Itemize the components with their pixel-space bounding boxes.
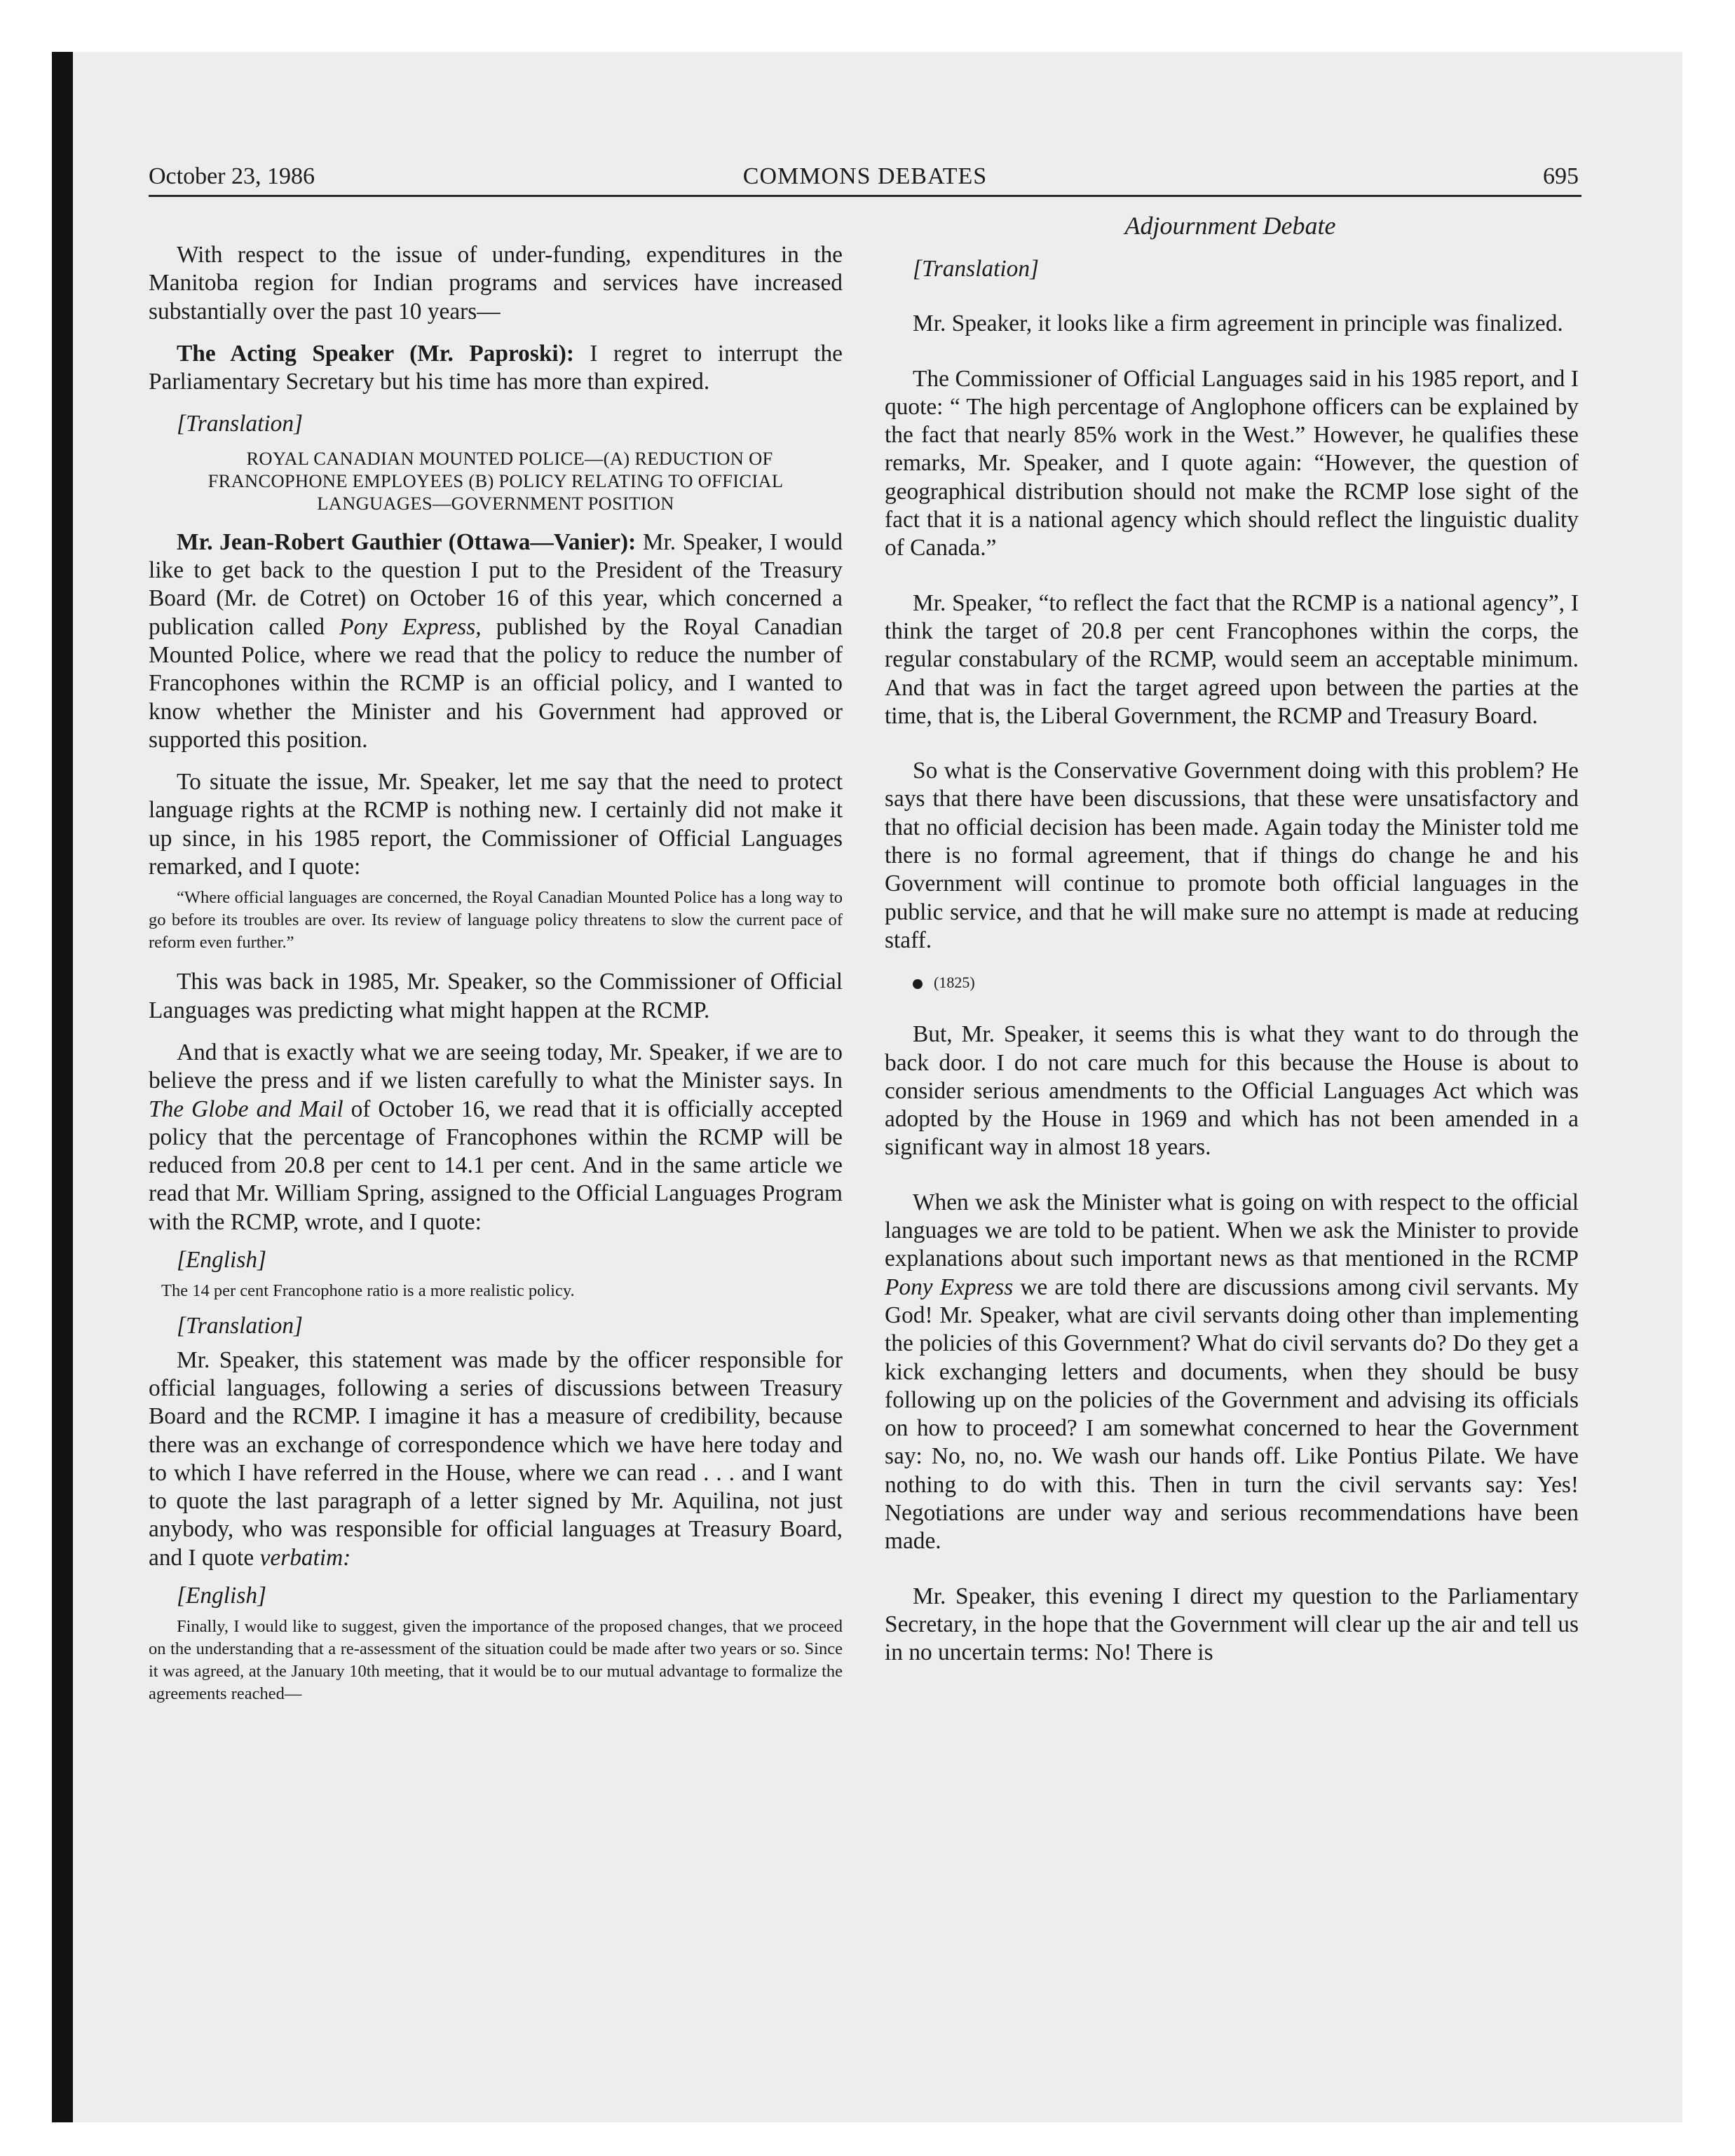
page-number: 695	[1543, 163, 1579, 189]
paragraph-text: When we ask the Minister what is going on with respect to the official languages we are told to be patient. When we ask the Minister to provide explanations about such important news as that mentioned in the RCMP	[885, 1189, 1579, 1272]
english-tag: [English]	[177, 1247, 267, 1274]
page-header	[149, 158, 1581, 197]
translation-tag: [Translation]	[913, 256, 1040, 282]
newspaper-name: The Globe and Mail	[149, 1096, 343, 1122]
paragraph	[149, 1346, 843, 1572]
bullet-dot-icon	[913, 979, 923, 989]
paragraph-text: published by the Royal Canadian Mounted Police, where we read that the policy to reduce the number of Francophones within the RCMP is an official policy, and I wanted to know whether the Minister and his Government had approved or supported this position.	[149, 613, 843, 753]
paragraph-text: we are told there are discussions among civil servants. My God! Mr. Speaker, what are civil servants doing other than implementing the policies of this Government? What do civil servants do? Do they get a kick exchanging letters and documents, when they should be busy following up on the policies of the Government and advising its officials on how to proceed? I am somewhat concerned to hear the Government say: No, no, no. We wash our hands off. Like Pontius Pilate. We have nothing to do with this. Then in turn the civil servants say: Yes! Negotiations are under way and serious recommendations have been made.	[885, 1274, 1579, 1555]
translation-tag: [Translation]	[177, 1313, 304, 1339]
block-quote: The 14 per cent Francophone ratio is a more realistic policy.	[161, 1281, 575, 1301]
translation-tag: [Translation]	[177, 411, 304, 437]
header-date: October 23, 1986	[149, 163, 315, 189]
paragraph: To situate the issue, Mr. Speaker, let me say that the need to protect language rights at the RCMP is nothing new. I certainly did not make it up since, in his 1985 report, the Commissioner of Official Languages remarked, and I quote:	[149, 769, 843, 880]
paragraph	[885, 1189, 1579, 1556]
header-title: COMMONS DEBATES	[742, 163, 988, 189]
paragraph-text: Mr. Speaker, I would like to get back to the question I put to the President of the Treasury Board (Mr. de Cotret) on October 16 of this year, which concerned a publication called	[149, 528, 843, 640]
paragraph	[149, 528, 843, 754]
scan-edge	[52, 52, 73, 2122]
section-subhead: Adjournment Debate	[1124, 212, 1336, 240]
paragraph-text: Mr. Speaker, this statement was made by the officer responsible for official languages, following a series of discussions between Treasury Board and the RCMP. I imagine it has a measure of credibility, because there was an exchange of correspondence which we have here today and to which I have referred in the House, where we can read . . . and I want to quote the last paragraph of a letter signed by Mr. Aquilina, not just anybody, who was responsible for official languages at Treasury Board, and I quote	[149, 1346, 843, 1571]
left-column	[149, 241, 843, 1705]
paragraph-text: I regret to interrupt the Parliamentary Secretary but his time has more than expired.	[149, 340, 843, 395]
publication-name: Pony Express	[885, 1274, 1014, 1300]
paragraph: Mr. Speaker, “to reflect the fact that the RCMP is a national agency”, I think the target of 20.8 per cent Francophones within the corps, the regular constabulary of the RCMP, would seem an acceptable minimum. And that was in fact the target agreed upon between the parties at the time, that is, the Liberal Government, the RCMP and Treasury Board.	[885, 589, 1579, 729]
verbatim-word: verbatim:	[259, 1544, 351, 1571]
paragraph: Mr. Speaker, this evening I direct my question to the Parliamentary Secretary, in the hope that the Government will clear up the air and tell us in no uncertain terms: No! There is	[885, 1583, 1579, 1666]
block-quote: Finally, I would like to suggest, given the importance of the proposed changes, that we proceed on the understanding that a re-assessment of the situation could be made after two years or so. Since it was agreed, at the January 10th meeting, that it would be to our mutual advantage to formalize the agreements reached—	[149, 1617, 843, 1704]
debate-heading: ROYAL CANADIAN MOUNTED POLICE—(A) REDUCTION OF FRANCOPHONE EMPLOYEES (B) POLICY RELATING TO OFFICIAL LANGUAGES—GOVERNMENT POSITION	[207, 447, 784, 514]
paragraph-text: And that is exactly what we are seeing today, Mr. Speaker, if we are to believe the press and if we listen carefully to what the Minister says. In	[149, 1039, 843, 1094]
block-quote: “Where official languages are concerned, the Royal Canadian Mounted Police has a long way to go before its troubles are over. Its review of language policy threatens to slow the current pace of reform even further.”	[149, 888, 843, 953]
paragraph	[149, 340, 843, 397]
paragraph: The Commissioner of Official Languages said in his 1985 report, and I quote: “ The high percentage of Anglophone officers can be explained by the fact that nearly 85% work in the West.” However, he qualifies these remarks, Mr. Speaker, and I quote again: “However, the question of geographical distribution should not make the RCMP lose sight of the fact that it is a national agency which should reflect the linguistic duality of Canada.”	[885, 365, 1579, 561]
english-tag: [English]	[177, 1582, 267, 1609]
paragraph: So what is the Conservative Government doing with this problem? He says that there have been discussions, that these were unsatisfactory and that no official decision has been made. Again today the Minister told me there is no formal agreement, that if things do change he and his Government will continue to promote both official languages in the public service, and that he will make sure no attempt is made at reducing staff.	[885, 758, 1579, 953]
speaker-name: The Acting Speaker (Mr. Paproski):	[177, 340, 574, 367]
paragraph	[149, 1039, 843, 1236]
paragraph: But, Mr. Speaker, it seems this is what they want to do through the back door. I do not care much for this because the House is about to consider serious amendments to the Official Languages Act which was adopted by the House in 1969 and which has not been amended in a significant way in almost 18 years.	[885, 1021, 1579, 1161]
paragraph: With respect to the issue of under-funding, expenditures in the Manitoba region for Indian programs and services have increased substantially over the past 10 years—	[149, 242, 843, 325]
paragraph: Mr. Speaker, it looks like a firm agreement in principle was finalized.	[913, 311, 1563, 337]
time-marker: (1825)	[885, 971, 1579, 994]
speaker-name: Mr. Jean-Robert Gauthier (Ottawa—Vanier):	[177, 528, 637, 555]
right-column	[885, 241, 1579, 1667]
paragraph-text: of October 16, we read that it is officially accepted policy that the percentage of Francophones within the RCMP will be reduced from 20.8 per cent to 14.1 per cent. And in the same article we read that Mr. William Spring, assigned to the Official Languages Program with the RCMP, wrote, and I quote:	[149, 1096, 843, 1235]
publication-name: Pony Express,	[339, 613, 482, 640]
paragraph: This was back in 1985, Mr. Speaker, so the Commissioner of Official Languages was predicting what might happen at the RCMP.	[149, 969, 843, 1023]
